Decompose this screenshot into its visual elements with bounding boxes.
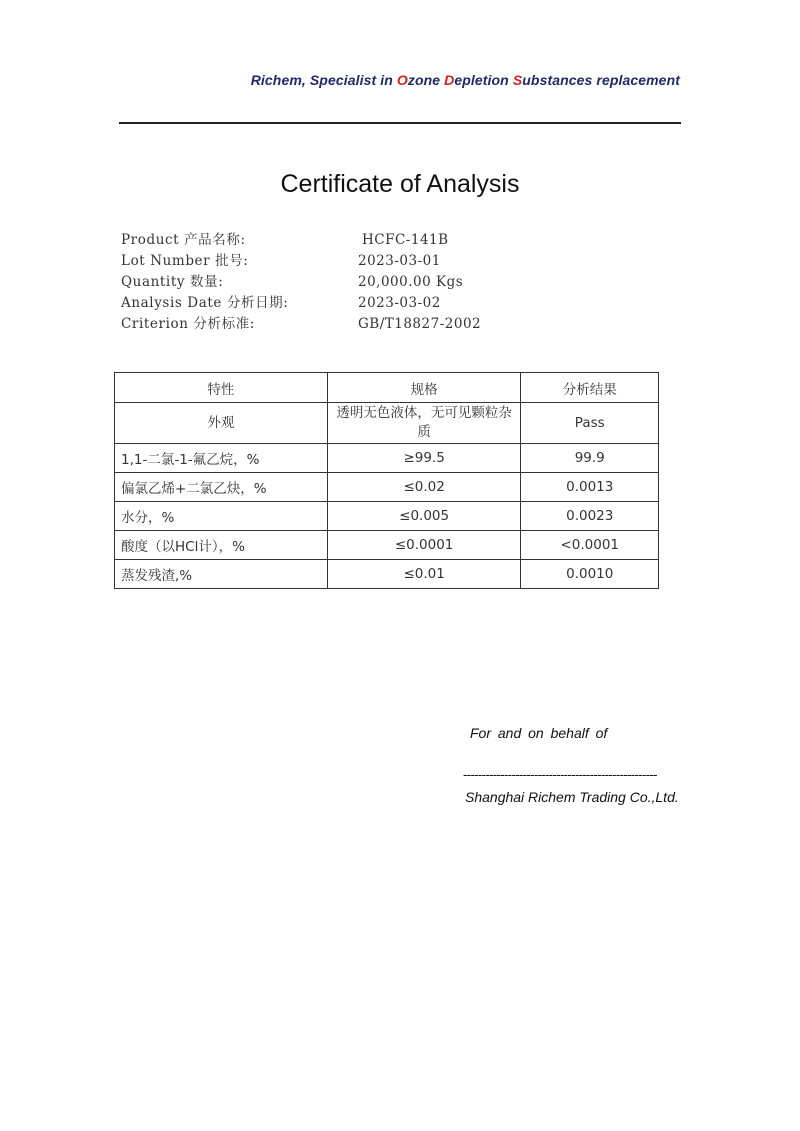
company-name: Shanghai Richem Trading Co.,Ltd. [465,789,679,805]
tagline-highlight: O [396,72,408,88]
header-divider [119,122,681,124]
info-label: Lot Number 批号: [121,253,249,269]
table-row [115,560,659,589]
cell-spec: ≤0.005 [327,502,521,531]
tagline-part: ubstances replacement [522,72,680,88]
tagline-highlight: S [512,72,523,88]
table-header-row [115,373,659,403]
tagline-part: zone [407,72,445,88]
document-title: Certificate of Analysis [280,170,520,198]
cell-result: 0.0023 [521,502,659,531]
info-label: Criterion 分析标准: [121,316,255,332]
cell-property: 外观 [115,403,328,444]
info-row-analysis-date [121,293,561,314]
cell-property: 偏氯乙烯+二氯乙炔，% [115,473,328,502]
info-value: GB/T18827-2002 [358,316,482,332]
info-value: HCFC-141B [362,232,449,248]
info-row-quantity [121,272,561,293]
table-row [115,444,659,473]
tagline-part: epletion [454,72,513,88]
cell-result: 99.9 [521,444,659,473]
cell-result: <0.0001 [521,531,659,560]
cell-property: 水分，% [115,502,328,531]
info-value: 20,000.00 Kgs [358,274,464,290]
signature-line: ---------------------------------------------------- [463,767,657,782]
info-label: Product 产品名称: [121,232,246,248]
info-row-product [121,230,561,251]
cell-spec: ≤0.02 [327,473,521,502]
info-label: Analysis Date 分析日期: [121,295,289,311]
table-row [115,502,659,531]
on-behalf-text: For and on behalf of [470,725,608,741]
info-value: 2023-03-01 [358,253,441,269]
table-row [115,531,659,560]
cell-spec: ≤0.0001 [327,531,521,560]
cell-property: 酸度（以HCl计），% [115,531,328,560]
tagline-part: Richem, Specialist in [250,72,397,88]
product-info-block [121,230,561,335]
info-row-criterion [121,314,561,335]
cell-result: Pass [521,403,659,444]
cell-spec: 透明无色液体，无可见颗粒杂质 [327,403,521,444]
company-tagline [251,72,680,88]
cell-spec: ≤0.01 [327,560,521,589]
info-label: Quantity 数量: [121,274,224,290]
table-row [115,403,659,444]
cell-result: 0.0013 [521,473,659,502]
info-value: 2023-03-02 [358,295,441,311]
cell-property: 1,1-二氯-1-氟乙烷，% [115,444,328,473]
table-row [115,473,659,502]
cell-result: 0.0010 [521,560,659,589]
analysis-table [114,372,659,589]
cell-property: 蒸发残渣,% [115,560,328,589]
column-header-spec: 规格 [327,373,521,403]
column-header-result: 分析结果 [521,373,659,403]
column-header-property: 特性 [115,373,328,403]
tagline-highlight: D [444,72,455,88]
info-row-lot-number [121,251,561,272]
cell-spec: ≥99.5 [327,444,521,473]
